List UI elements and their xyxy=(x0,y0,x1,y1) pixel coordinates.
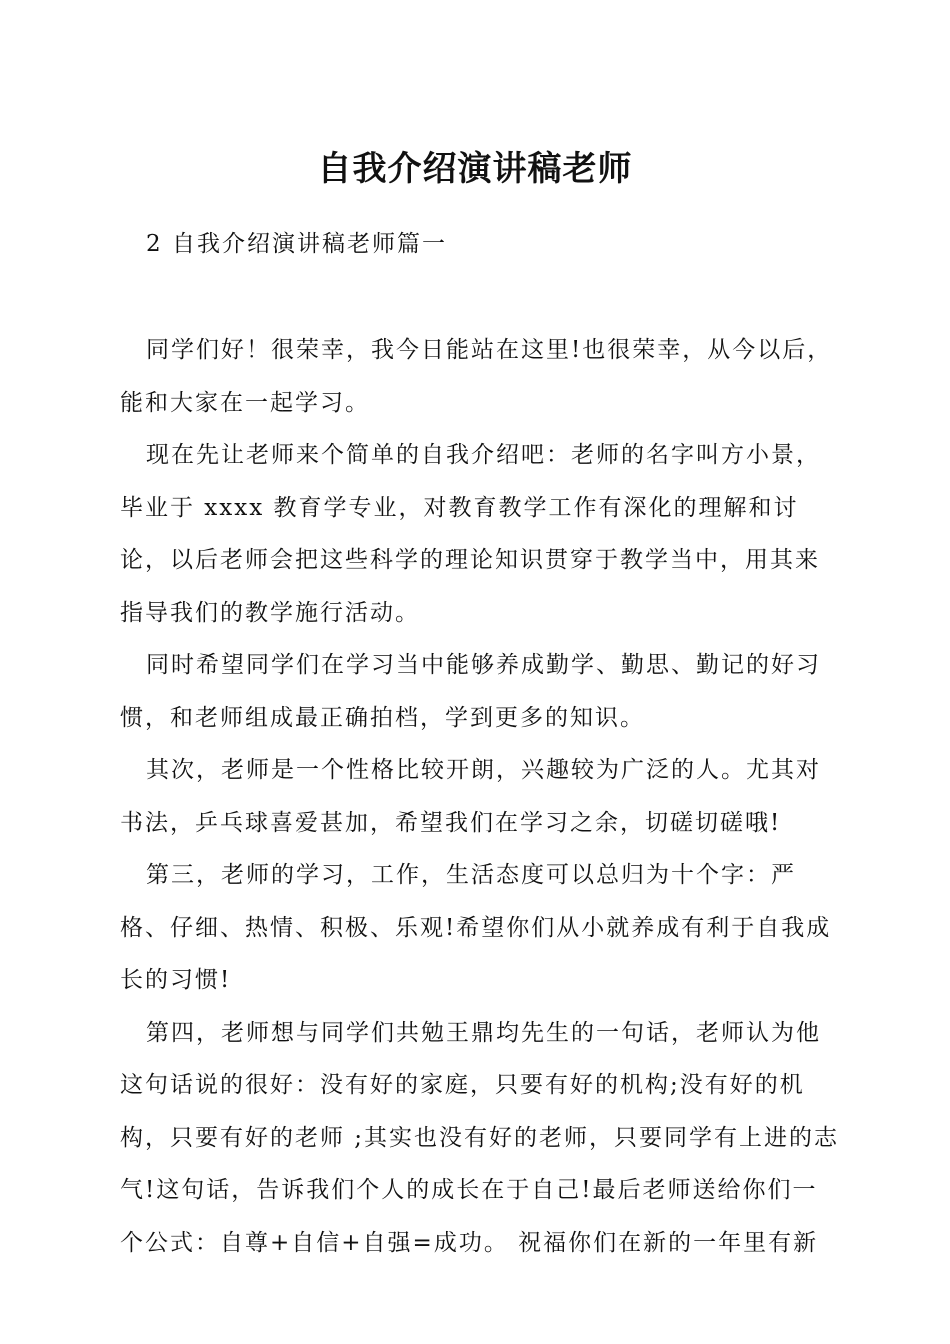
paragraph-introduction: 现在先让老师来个简单的自我介绍吧：老师的名字叫方小景，毕业于 xxxx 教育学专业，对教育教学工作有深化的理解和讨论，以后老师会把这些科学的理论知识贯穿于教学当中，用其来指导我们的教学施行活动。 xyxy=(120,442,821,626)
paragraph-attitude: 第三，老师的学习，工作，生活态度可以总归为十个字：严格、仔细、热情、积极、乐观!希望你们从小就养成有利于自我成长的习惯! xyxy=(120,862,832,993)
document-subtitle: 2 自我介绍演讲稿老师篇一 xyxy=(146,231,447,257)
document-title: 自我介绍演讲稿老师 xyxy=(317,149,633,189)
paragraph-greeting: 同学们好！很荣幸，我今日能站在这里!也很荣幸，从今以后，能和大家在一起学习。 xyxy=(120,337,833,416)
paragraph-quote: 第四，老师想与同学们共勉王鼎均先生的一句话，老师认为他这句话说的很好：没有好的家庭，只要有好的机构;没有好的机构，只要有好的老师 ;其实也没有好的老师，只要同学有上进的志气!这句话，告诉我们个人的成长在于自己!最后老师送给你们一个公式：自尊+自信+自强=成功。 祝福你们在新的一年里有新 xyxy=(120,1019,840,1256)
paragraph-hopes: 同时希望同学们在学习当中能够养成勤学、勤思、勤记的好习惯，和老师组成最正确拍档，学到更多的知识。 xyxy=(120,652,821,731)
document-body xyxy=(120,324,840,1269)
paragraph-personality: 其次，老师是一个性格比较开朗，兴趣较为广泛的人。尤其对书法，乒乓球喜爱甚加，希望我们在学习之余，切磋切磋哦! xyxy=(120,757,821,836)
